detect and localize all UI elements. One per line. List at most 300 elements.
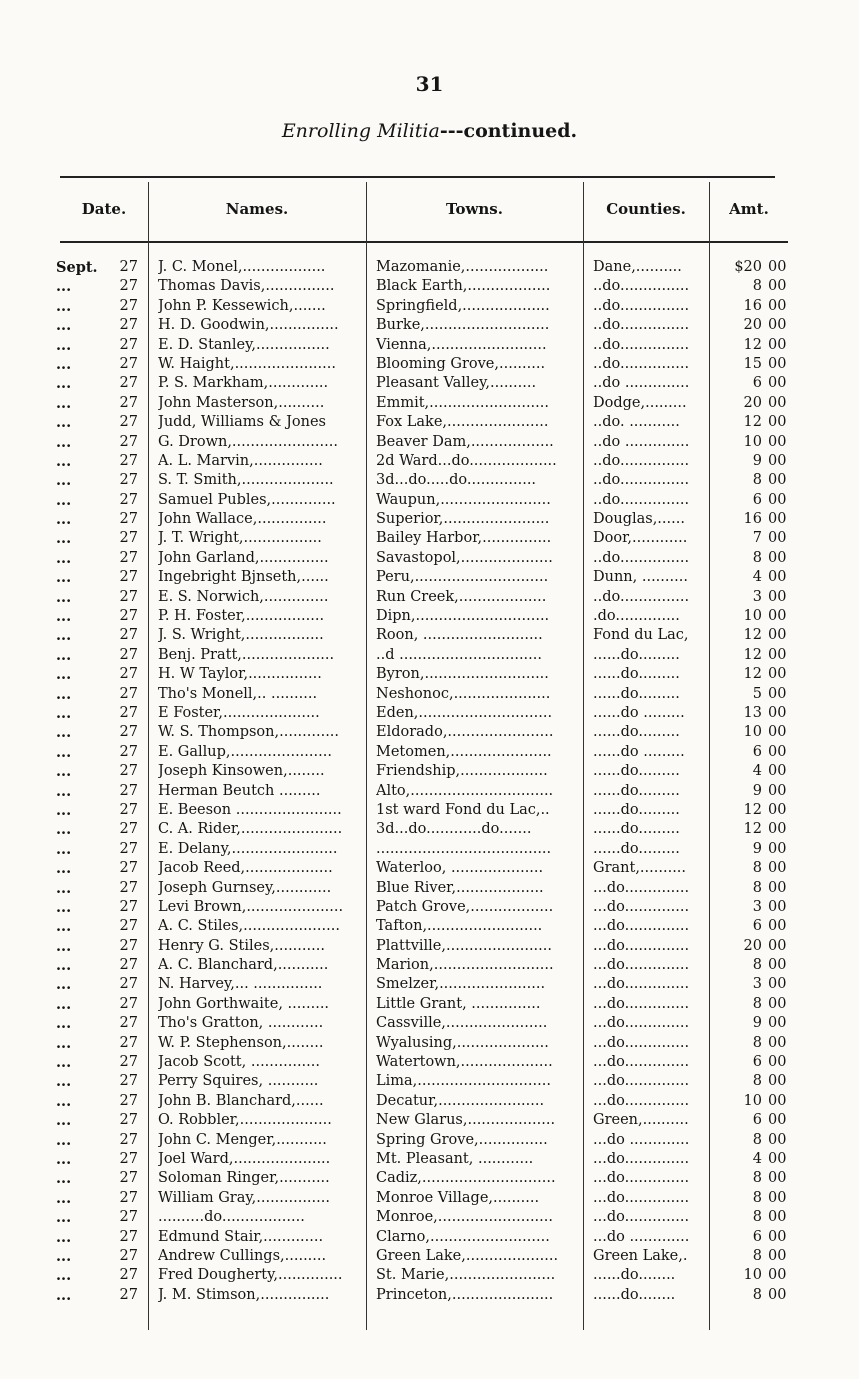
county-cell: ......do......... [593, 646, 680, 663]
amount-dollars: 8 [752, 1073, 762, 1090]
date-month: ... [56, 704, 72, 722]
county-cell: ...do.............. [593, 1054, 690, 1071]
date-day: 27 [119, 452, 138, 469]
table-row [0, 588, 859, 607]
town-cell: ..d ............................... [376, 646, 542, 663]
date-day: 27 [119, 898, 138, 915]
amount-cents: 00 [768, 801, 787, 818]
table-row [0, 685, 859, 704]
name-cell: John Masterson,.......... [158, 394, 325, 411]
town-cell: Blue River,................... [376, 879, 544, 896]
amount-cents: 00 [768, 394, 787, 411]
amount-dollars: 12 [743, 414, 762, 431]
table-row [0, 1131, 859, 1150]
town-cell: Superior,....................... [376, 511, 550, 528]
county-cell: ..do............... [593, 278, 690, 295]
date-day: 27 [119, 763, 138, 780]
town-cell: Monroe Village,.......... [376, 1189, 540, 1206]
name-cell: A. L. Marvin,............... [158, 452, 323, 469]
county-cell: .do.............. [593, 608, 680, 625]
date-month: ... [56, 1228, 72, 1246]
table-row [0, 626, 859, 645]
date-month: Sept. [56, 259, 98, 276]
date-month: ... [56, 898, 72, 916]
county-cell: ...do.............. [593, 918, 690, 935]
date-day: 27 [119, 1131, 138, 1148]
header-towns: Towns. [446, 200, 503, 218]
amount-dollars: 12 [743, 646, 762, 663]
county-cell: ..do............... [593, 355, 690, 372]
date-day: 27 [119, 666, 138, 683]
town-cell: Metomen,...................... [376, 743, 552, 760]
table-row [0, 646, 859, 665]
name-cell: Ingebright Bjnseth,...... [158, 569, 329, 586]
date-day: 27 [119, 957, 138, 974]
name-cell: John Gorthwaite, ......... [158, 995, 330, 1012]
county-cell: ...do.............. [593, 1092, 690, 1109]
amount-cents: 00 [768, 1131, 787, 1148]
county-cell: ......do......... [593, 763, 680, 780]
date-month: ... [56, 685, 72, 703]
town-cell: Princeton,...................... [376, 1286, 554, 1303]
county-cell: ..do............... [593, 549, 690, 566]
amount-dollars: 16 [743, 511, 762, 528]
amount-dollars: 10 [743, 608, 762, 625]
town-cell: 2d Ward...do................... [376, 452, 557, 469]
town-cell: Pleasant Valley,.......... [376, 375, 537, 392]
amount-dollars: 3 [752, 588, 762, 605]
town-cell: Blooming Grove,.......... [376, 355, 546, 372]
amount-cents: 00 [768, 472, 787, 489]
amount-dollars: 20 [743, 317, 762, 334]
town-cell: Tafton,......................... [376, 918, 543, 935]
table-row [0, 820, 859, 839]
date-day: 27 [119, 278, 138, 295]
county-cell: ...do.............. [593, 898, 690, 915]
county-cell: ..do............... [593, 452, 690, 469]
amount-cents: 00 [768, 743, 787, 760]
amount-dollars: 8 [752, 1247, 762, 1264]
name-cell: William Gray,................ [158, 1189, 330, 1206]
county-cell: ..do............... [593, 472, 690, 489]
date-month: ... [56, 433, 72, 451]
table-row [0, 1266, 859, 1285]
date-month: ... [56, 976, 72, 994]
amount-cents: 00 [768, 627, 787, 644]
date-day: 27 [119, 1054, 138, 1071]
date-month: ... [56, 821, 72, 839]
table-row [0, 413, 859, 432]
town-cell: Black Earth,.................. [376, 278, 551, 295]
date-month: ... [56, 1189, 72, 1207]
amount-cents: 00 [768, 1092, 787, 1109]
amount-dollars: 8 [752, 1170, 762, 1187]
amount-dollars: 6 [752, 1112, 762, 1129]
name-cell: Jacob Reed,................... [158, 860, 333, 877]
page-title-continued: ---continued. [439, 120, 578, 142]
amount-cents: 00 [768, 414, 787, 431]
date-day: 27 [119, 1247, 138, 1264]
name-cell: W. Haight,...................... [158, 355, 336, 372]
date-month: ... [56, 840, 72, 858]
county-cell: ..do............... [593, 297, 690, 314]
amount-cents: 00 [768, 1267, 787, 1284]
date-month: ... [56, 957, 72, 975]
amount-cents: 00 [768, 860, 787, 877]
date-day: 27 [119, 995, 138, 1012]
amount-cents: 00 [768, 1150, 787, 1167]
date-month: ... [56, 937, 72, 955]
county-cell: ......do ......... [593, 704, 685, 721]
amount-dollars: 15 [743, 355, 762, 372]
county-cell: ......do ......... [593, 743, 685, 760]
name-cell: P. S. Markham,............. [158, 375, 329, 392]
date-month: ... [56, 472, 72, 490]
table-row [0, 975, 859, 994]
table-row [0, 801, 859, 820]
table-row [0, 394, 859, 413]
name-cell: Edmund Stair,............. [158, 1228, 324, 1245]
amount-dollars: 8 [752, 860, 762, 877]
date-month: ... [56, 336, 72, 354]
town-cell: Vienna,......................... [376, 336, 547, 353]
amount-dollars: 8 [752, 879, 762, 896]
amount-dollars: 6 [752, 375, 762, 392]
name-cell: W. S. Thompson,............. [158, 724, 340, 741]
name-cell: N. Harvey,... ............... [158, 976, 323, 993]
date-day: 27 [119, 724, 138, 741]
date-month: ... [56, 1034, 72, 1052]
amount-cents: 00 [768, 685, 787, 702]
date-day: 27 [119, 685, 138, 702]
table-row [0, 859, 859, 878]
amount-cents: 00 [768, 879, 787, 896]
name-cell: C. A. Rider,...................... [158, 821, 343, 838]
name-cell: Levi Brown,..................... [158, 898, 344, 915]
amount-dollars: 9 [752, 782, 762, 799]
county-cell: ...do ............. [593, 1131, 690, 1148]
amount-dollars: 10 [743, 724, 762, 741]
amount-dollars: 20 [743, 937, 762, 954]
amount-cents: 00 [768, 297, 787, 314]
amount-dollars: 8 [752, 549, 762, 566]
town-cell: Plattville,....................... [376, 937, 552, 954]
date-month: ... [56, 530, 72, 548]
town-cell: Burke,........................... [376, 317, 550, 334]
amount-cents: 00 [768, 433, 787, 450]
town-cell: Decatur,....................... [376, 1092, 545, 1109]
amount-dollars: 4 [752, 1150, 762, 1167]
name-cell: Jacob Scott, ............... [158, 1054, 320, 1071]
town-cell: Smelzer,....................... [376, 976, 546, 993]
town-cell: St. Marie,....................... [376, 1267, 556, 1284]
amount-dollars: 12 [743, 336, 762, 353]
table-row [0, 1034, 859, 1053]
date-month: ... [56, 588, 72, 606]
amount-cents: 00 [768, 1170, 787, 1187]
table-row [0, 665, 859, 684]
county-cell: ......do......... [593, 666, 680, 683]
date-month: ... [56, 724, 72, 742]
county-cell: ......do......... [593, 840, 680, 857]
table-row [0, 607, 859, 626]
table-row [0, 355, 859, 374]
header-date: Date. [81, 200, 127, 218]
county-cell: ...do.............. [593, 1073, 690, 1090]
town-cell: Mt. Pleasant, ............ [376, 1150, 534, 1167]
date-day: 27 [119, 472, 138, 489]
table-row [0, 491, 859, 510]
name-cell: Samuel Publes,.............. [158, 491, 336, 508]
page-title-italic: Enrolling Militia [281, 120, 440, 142]
name-cell: E Foster,..................... [158, 704, 320, 721]
name-cell: Perry Squires, ........... [158, 1073, 319, 1090]
county-cell: ..do .............. [593, 433, 690, 450]
date-month: ... [56, 549, 72, 567]
table-row [0, 937, 859, 956]
date-day: 27 [119, 394, 138, 411]
county-cell: ..do............... [593, 336, 690, 353]
date-day: 27 [119, 976, 138, 993]
table-row [0, 762, 859, 781]
date-day: 27 [119, 1034, 138, 1051]
amount-dollars: 9 [752, 1015, 762, 1032]
date-day: 27 [119, 414, 138, 431]
name-cell: Judd, Williams & Jones [158, 414, 326, 431]
table-row [0, 898, 859, 917]
amount-dollars: 8 [752, 472, 762, 489]
name-cell: John B. Blanchard,...... [158, 1092, 324, 1109]
table-row [0, 374, 859, 393]
county-cell: ......do......... [593, 821, 680, 838]
date-month: ... [56, 1015, 72, 1033]
date-month: ... [56, 1131, 72, 1149]
county-cell: ..do............... [593, 588, 690, 605]
name-cell: Andrew Cullings,......... [158, 1247, 327, 1264]
date-day: 27 [119, 1092, 138, 1109]
county-cell: Dane,.......... [593, 259, 682, 275]
amount-dollars: 12 [743, 627, 762, 644]
table-row [0, 510, 859, 529]
name-cell: Thomas Davis,............... [158, 278, 335, 295]
county-cell: ......do......... [593, 782, 680, 799]
amount-dollars: 4 [752, 763, 762, 780]
amount-dollars: 6 [752, 918, 762, 935]
table-row [0, 1247, 859, 1266]
amount-dollars: 7 [752, 530, 762, 547]
amount-cents: 00 [768, 704, 787, 721]
town-cell: ...................................... [376, 840, 552, 857]
date-month: ... [56, 569, 72, 587]
amount-cents: 00 [768, 937, 787, 954]
county-cell: Door,............ [593, 530, 688, 547]
amount-cents: 00 [768, 569, 787, 586]
town-cell: Eden,............................. [376, 704, 553, 721]
header-counties: Counties. [606, 200, 686, 218]
table-row [0, 1111, 859, 1130]
date-day: 27 [119, 743, 138, 760]
amount-cents: 00 [768, 957, 787, 974]
name-cell: Joseph Kinsowen,........ [158, 763, 325, 780]
name-cell: J. T. Wright,................. [158, 530, 322, 547]
page-title [0, 120, 859, 142]
table-row [0, 297, 859, 316]
amount-cents: 00 [768, 1015, 787, 1032]
date-day: 27 [119, 297, 138, 314]
table-row [0, 1014, 859, 1033]
county-cell: ......do......... [593, 685, 680, 702]
date-day: 27 [119, 860, 138, 877]
amount-cents: 00 [768, 1247, 787, 1264]
amount-dollars: 12 [743, 801, 762, 818]
date-day: 27 [119, 433, 138, 450]
amount-cents: 00 [768, 1209, 787, 1226]
county-cell: Douglas,...... [593, 511, 685, 528]
amount-cents: 00 [768, 918, 787, 935]
table-top-rule [60, 176, 775, 178]
amount-dollars: 12 [743, 666, 762, 683]
amount-dollars: 9 [752, 452, 762, 469]
name-cell: H. D. Goodwin,............... [158, 317, 339, 334]
town-cell: Wyalusing,.................... [376, 1034, 549, 1051]
name-cell: Henry G. Stiles,........... [158, 937, 325, 954]
name-cell: Tho's Monell,.. .......... [158, 685, 318, 702]
amount-dollars: 6 [752, 1228, 762, 1245]
table-row [0, 879, 859, 898]
date-month: ... [56, 608, 72, 626]
date-day: 27 [119, 782, 138, 799]
county-cell: ......do......... [593, 724, 680, 741]
date-month: ... [56, 452, 72, 470]
name-cell: O. Robbler,.................... [158, 1112, 332, 1129]
date-month: ... [56, 1150, 72, 1168]
amount-cents: 00 [768, 608, 787, 625]
date-day: 27 [119, 918, 138, 935]
date-month: ... [56, 511, 72, 529]
town-cell: Waterloo, .................... [376, 860, 544, 877]
date-day: 27 [119, 1112, 138, 1129]
town-cell: Friendship,................... [376, 763, 548, 780]
town-cell: Little Grant, ............... [376, 995, 541, 1012]
town-cell: Watertown,.................... [376, 1054, 553, 1071]
county-cell: ...do.............. [593, 1170, 690, 1187]
amount-cents: 00 [768, 1073, 787, 1090]
county-cell: ...do.............. [593, 937, 690, 954]
county-cell: ..do............... [593, 317, 690, 334]
county-cell: ...do.............. [593, 1015, 690, 1032]
table-row [0, 471, 859, 490]
date-day: 27 [119, 801, 138, 818]
town-cell: Emmit,.......................... [376, 394, 549, 411]
date-month: ... [56, 355, 72, 373]
name-cell: Joseph Gurnsey,............ [158, 879, 332, 896]
county-cell: ...do.............. [593, 1150, 690, 1167]
date-day: 27 [119, 627, 138, 644]
amount-dollars: 9 [752, 840, 762, 857]
county-cell: ......do........ [593, 1286, 676, 1303]
amount-cents: 00 [768, 666, 787, 683]
town-cell: 3d...do............do....... [376, 821, 532, 838]
date-month: ... [56, 1209, 72, 1227]
date-day: 27 [119, 879, 138, 896]
name-cell: John Garland,............... [158, 549, 329, 566]
date-day: 27 [119, 1015, 138, 1032]
date-day: 27 [119, 1189, 138, 1206]
town-cell: Savastopol,.................... [376, 549, 553, 566]
county-cell: ..do. ........... [593, 414, 680, 431]
date-day: 27 [119, 608, 138, 625]
name-cell: E. Gallup,...................... [158, 743, 332, 760]
town-cell: 3d...do.....do............... [376, 472, 537, 489]
amount-dollars: 3 [752, 976, 762, 993]
town-cell: Spring Grove,............... [376, 1131, 548, 1148]
date-month: ... [56, 995, 72, 1013]
town-cell: 1st ward Fond du Lac,.. [376, 801, 550, 818]
amount-cents: 00 [768, 530, 787, 547]
table-row [0, 549, 859, 568]
name-cell: John P. Kessewich,....... [158, 297, 326, 314]
name-cell: J. S. Wright,................. [158, 627, 324, 644]
date-month: ... [56, 1073, 72, 1091]
date-day: 27 [119, 491, 138, 508]
amount-dollars: 8 [752, 1286, 762, 1303]
town-cell: Cassville,...................... [376, 1015, 548, 1032]
town-cell: Roon, .......................... [376, 627, 543, 644]
table-body [0, 258, 859, 1305]
county-cell: ...do.............. [593, 879, 690, 896]
table-row [0, 995, 859, 1014]
county-cell: ...do.............. [593, 976, 690, 993]
town-cell: Patch Grove,.................. [376, 898, 554, 915]
header-names: Names. [225, 200, 289, 218]
county-cell: ...do.............. [593, 957, 690, 974]
name-cell: H. W Taylor,................ [158, 666, 322, 683]
date-month: ... [56, 1267, 72, 1285]
date-day: 27 [119, 375, 138, 392]
town-cell: Alto,............................... [376, 782, 554, 799]
amount-cents: 00 [768, 452, 787, 469]
date-day: 27 [119, 1228, 138, 1245]
amount-dollars: 12 [743, 821, 762, 838]
name-cell: E. D. Stanley,................ [158, 336, 330, 353]
table-row [0, 452, 859, 471]
amount-cents: 00 [768, 259, 787, 275]
date-day: 27 [119, 259, 138, 275]
date-day: 27 [119, 336, 138, 353]
name-cell: W. P. Stephenson,........ [158, 1034, 324, 1051]
amount-dollars: 6 [752, 743, 762, 760]
amount-dollars: 8 [752, 957, 762, 974]
date-month: ... [56, 627, 72, 645]
town-cell: Marion,.......................... [376, 957, 554, 974]
name-cell: Benj. Pratt,.................... [158, 646, 335, 663]
name-cell: John C. Menger,........... [158, 1131, 327, 1148]
date-day: 27 [119, 704, 138, 721]
name-cell: Herman Beutch ......... [158, 782, 321, 799]
town-cell: Clarno,.......................... [376, 1228, 550, 1245]
date-month: ... [56, 317, 72, 335]
date-day: 27 [119, 317, 138, 334]
town-cell: Mazomanie,.................. [376, 259, 549, 275]
date-day: 27 [119, 355, 138, 372]
amount-cents: 00 [768, 763, 787, 780]
county-cell: ..do............... [593, 491, 690, 508]
town-cell: Waupun,........................ [376, 491, 551, 508]
name-cell: E. Delany,....................... [158, 840, 338, 857]
amount-dollars: 5 [752, 685, 762, 702]
amount-cents: 00 [768, 1054, 787, 1071]
name-cell: J. M. Stimson,............... [158, 1286, 330, 1303]
